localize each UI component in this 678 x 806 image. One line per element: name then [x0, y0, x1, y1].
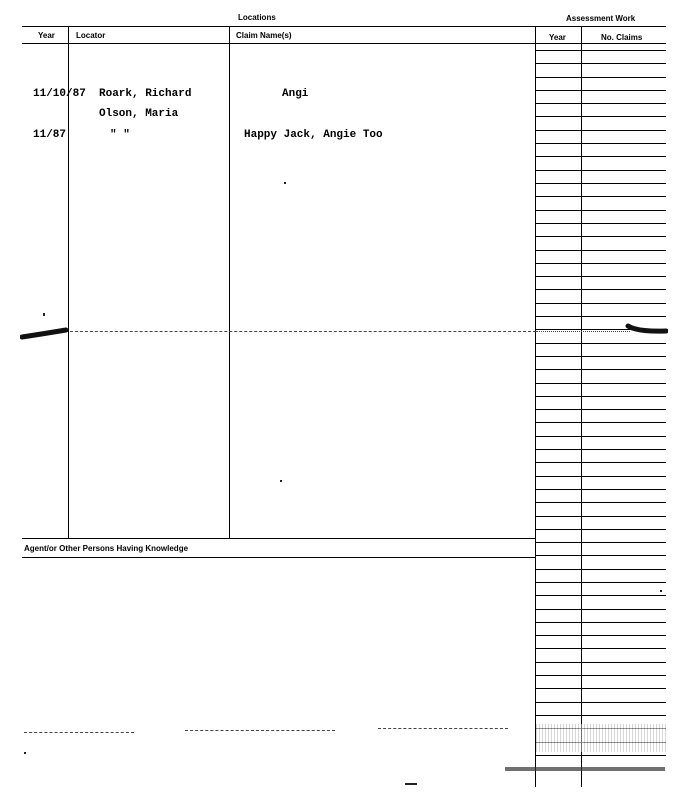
bottom-dash-1: [24, 732, 134, 733]
locations-header: Locations: [238, 13, 276, 22]
entry-locator-2: Olson, Maria: [99, 108, 179, 120]
aw-rule: [536, 103, 666, 104]
speck: [405, 783, 417, 785]
claim-assessment-divider: [535, 27, 536, 787]
aw-rule: [536, 156, 666, 157]
aw-rule: [536, 289, 666, 290]
aw-rule: [536, 436, 666, 437]
aw-rule: [536, 223, 666, 224]
aw-rule: [536, 715, 666, 716]
aw-rule: [536, 609, 666, 610]
agent-label: Agent/or Other Persons Having Knowledge: [24, 544, 189, 553]
aw-rule: [536, 183, 666, 184]
speck: [284, 182, 286, 184]
left-clip-mark: [20, 325, 70, 341]
right-clip-mark: [624, 322, 668, 338]
aw-rule: [536, 276, 666, 277]
aw-rule: [536, 569, 666, 570]
speck: [43, 313, 45, 316]
fold-line: [60, 331, 536, 332]
locator-claim-divider: [229, 27, 230, 539]
aw-rule: [536, 170, 666, 171]
aw-rule: [536, 196, 666, 197]
entry-locator-3: " ": [110, 129, 130, 141]
aw-rule: [536, 476, 666, 477]
aw-rule: [536, 422, 666, 423]
claim-names-column-header: Claim Name(s): [236, 31, 292, 40]
aw-rule: [536, 489, 666, 490]
aw-rule: [536, 622, 666, 623]
speck: [24, 752, 26, 754]
aw-rule: [536, 383, 666, 384]
aw-rule: [536, 449, 666, 450]
aw-rule: [536, 396, 666, 397]
agent-label-rule: [22, 557, 536, 558]
entry-locator-1: Roark, Richard: [99, 88, 192, 100]
aw-rule: [536, 210, 666, 211]
scan-bottom-bar: [505, 767, 665, 771]
aw-rule: [536, 662, 666, 663]
entry-claim-1: Angi: [282, 88, 309, 100]
aw-rule: [536, 542, 666, 543]
scan-noise-block: [536, 724, 666, 752]
aw-rule: [536, 63, 666, 64]
locations-bottom-rule: [22, 538, 536, 539]
header-top-rule: [22, 26, 666, 27]
aw-rule: [536, 502, 666, 503]
bottom-dash-2: [185, 730, 335, 731]
aw-rule: [536, 635, 666, 636]
aw-rule: [536, 236, 666, 237]
aw-rule: [536, 529, 666, 530]
aw-rule: [536, 675, 666, 676]
aw-rule: [536, 648, 666, 649]
aw-rule: [536, 595, 666, 596]
bottom-dash-3: [378, 728, 508, 729]
aw-rule: [536, 116, 666, 117]
aw-rule: [536, 356, 666, 357]
speck: [280, 480, 282, 482]
locator-column-header: Locator: [76, 31, 106, 40]
year-locator-divider: [68, 27, 69, 539]
entry-year-3: 11/87: [33, 129, 67, 141]
aw-rule: [536, 702, 666, 703]
aw-rule: [536, 343, 666, 344]
aw-rule: [536, 50, 666, 51]
no-claims-column-header: No. Claims: [601, 33, 643, 42]
aw-rule: [536, 688, 666, 689]
aw-year-claims-divider: [581, 27, 582, 787]
aw-rule: [536, 263, 666, 264]
aw-rule: [536, 143, 666, 144]
aw-rule: [536, 250, 666, 251]
entry-claim-3: Happy Jack, Angie Too: [244, 129, 383, 141]
year-column-header: Year: [38, 31, 55, 40]
aw-rule: [536, 303, 666, 304]
aw-rule: [536, 462, 666, 463]
assessment-work-header: Assessment Work: [566, 14, 636, 23]
aw-rule: [536, 90, 666, 91]
aw-year-column-header: Year: [549, 33, 566, 42]
aw-rule: [536, 555, 666, 556]
header-bottom-rule: [22, 43, 666, 44]
aw-rule: [536, 369, 666, 370]
aw-rule: [536, 516, 666, 517]
speck: [660, 590, 662, 592]
entry-year-1: 11/10/87: [33, 88, 86, 100]
aw-rule: [536, 77, 666, 78]
aw-rule: [536, 130, 666, 131]
fold-line-right: [536, 331, 630, 332]
aw-rule: [536, 409, 666, 410]
aw-rule: [536, 582, 666, 583]
aw-rule: [536, 755, 666, 756]
aw-rule: [536, 316, 666, 317]
